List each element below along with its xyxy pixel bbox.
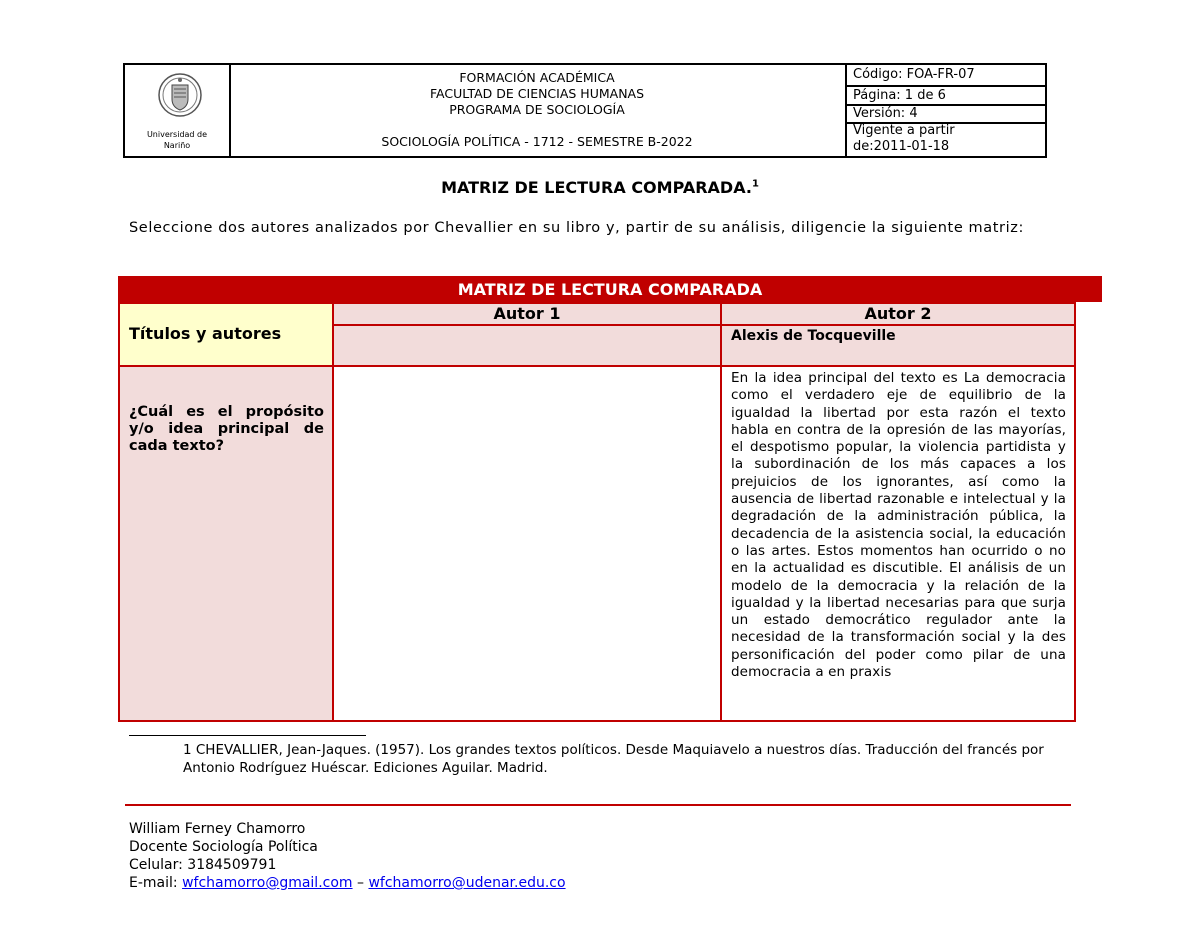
university-seal-icon bbox=[157, 71, 203, 121]
page-title bbox=[0, 178, 1200, 197]
footer bbox=[129, 820, 566, 892]
author-name: William Ferney Chamorro bbox=[129, 821, 306, 837]
university-name-line1: Universidad de bbox=[146, 130, 208, 139]
document-header bbox=[123, 63, 1047, 158]
footnote: 1 CHEVALLIER, Jean-Jaques. (1957). Los grandes textos políticos. Desde Maquiavelo a nuestros días. Traducción del francés por Antonio Rodríguez Huéscar. Ediciones Aguilar. Madrid. bbox=[183, 742, 1044, 776]
autor2-header: Autor 2 bbox=[720, 302, 1076, 326]
divider bbox=[847, 85, 1045, 87]
titles-label-cell bbox=[118, 302, 334, 367]
email-link-gmail[interactable]: wfchamorro@gmail.com bbox=[182, 875, 353, 891]
question-cell bbox=[118, 365, 334, 722]
autor2-answer: En la idea principal del texto es La democracia como el verdadero eje de equilibrio de la igualdad la libertad por esta razón el texto habla en contra de la opresión de las mayorías, el despotismo popular, la violencia partidista y la subordinación de los más capaces a los prejuicios de los ignorantes, así como la ausencia de libertad razonable e intelectual y la degradación de la administración pública, la decadencia de la asistencia social, la educación o las artes. Estos momentos han ocurrido o no en la actualidad es discutible. El análisis de un modelo de la democracia y la relación de la igualdad y la libertad necesarias para que surja un estado democrático regulador ante la necesidad de la transformación social y la des personificación del poder como pilar de una democracia a en praxis bbox=[731, 370, 1066, 681]
table-banner: MATRIZ DE LECTURA COMPARADA bbox=[118, 276, 1102, 302]
footnote-divider bbox=[129, 735, 366, 736]
autor2-name-cell[interactable] bbox=[720, 324, 1076, 367]
page-title-text: MATRIZ DE LECTURA COMPARADA. bbox=[441, 178, 752, 197]
vigente-line2: de:2011-01-18 bbox=[853, 139, 950, 154]
email-separator: – bbox=[352, 875, 369, 891]
autor1-answer-cell[interactable] bbox=[332, 365, 722, 722]
question-label: ¿Cuál es el propósito y/o idea principal de cada texto? bbox=[129, 404, 324, 454]
autor2-name: Alexis de Tocqueville bbox=[731, 328, 896, 344]
codigo-label: Código: FOA-FR-07 bbox=[853, 67, 975, 82]
header-line-programa: PROGRAMA DE SOCIOLOGÍA bbox=[449, 102, 625, 117]
footer-divider bbox=[125, 804, 1071, 806]
university-name-line2: Nariño bbox=[163, 141, 191, 150]
header-meta bbox=[847, 65, 1045, 156]
header-center bbox=[229, 65, 847, 156]
email-link-udenar[interactable]: wfchamorro@udenar.edu.co bbox=[368, 875, 566, 891]
email-label: E-mail: bbox=[129, 875, 183, 891]
pagina-label: Página: 1 de 6 bbox=[853, 88, 946, 103]
logo-cell bbox=[125, 65, 231, 156]
instructions: Seleccione dos autores analizados por Chevallier en su libro y, partir de su análisis, diligencie la siguiente matriz: bbox=[129, 220, 1024, 236]
autor2-answer-cell[interactable] bbox=[720, 365, 1076, 722]
autor1-name-cell[interactable] bbox=[332, 324, 722, 367]
header-line-course: SOCIOLOGÍA POLÍTICA - 1712 - SEMESTRE B-2022 bbox=[381, 134, 693, 149]
vigente-line1: Vigente a partir bbox=[853, 123, 955, 138]
footnote-ref: 1 bbox=[751, 178, 759, 190]
autor1-header: Autor 1 bbox=[332, 302, 722, 326]
header-line-formacion: FORMACIÓN ACADÉMICA bbox=[459, 70, 615, 85]
header-line-facultad: FACULTAD DE CIENCIAS HUMANAS bbox=[429, 86, 645, 101]
author-email bbox=[129, 874, 566, 892]
author-phone: Celular: 3184509791 bbox=[129, 857, 277, 873]
author-role: Docente Sociología Política bbox=[129, 839, 318, 855]
titles-label: Títulos y autores bbox=[129, 324, 282, 343]
version-label: Versión: 4 bbox=[853, 106, 918, 121]
